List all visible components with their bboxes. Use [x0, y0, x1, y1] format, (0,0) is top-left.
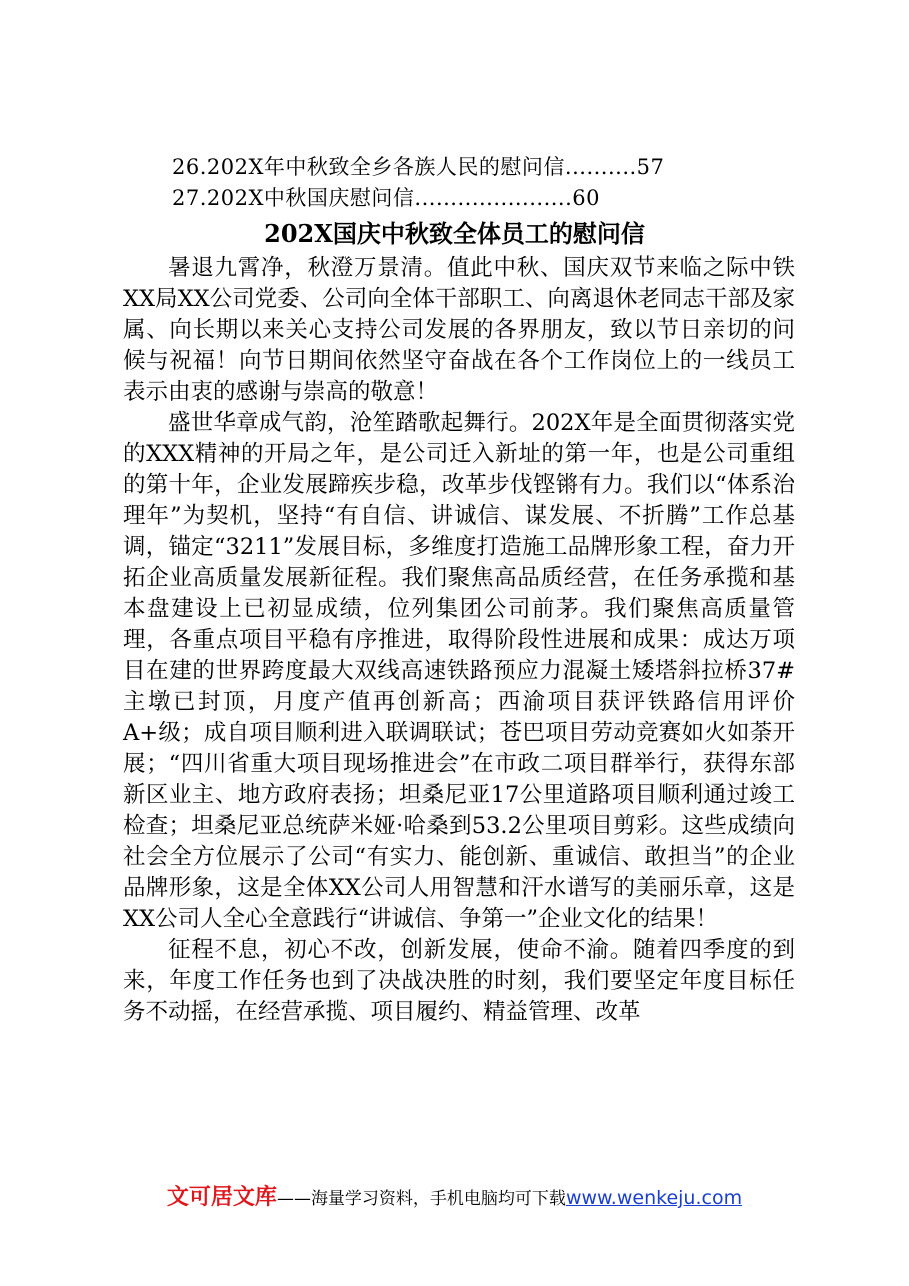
document-body [123, 253, 795, 1028]
footer-tagline: ——海量学习资料，手机电脑均可下载 [276, 1189, 566, 1209]
toc-item-26[interactable]: 26.202X年中秋致全乡各族人民的慰问信..........57 [172, 155, 665, 179]
footer-brand: 文可居文库 [166, 1185, 277, 1210]
table-of-contents [172, 152, 758, 214]
document-title: 202X国庆中秋致全体员工的慰问信 [264, 219, 645, 248]
toc-item-27[interactable]: 27.202X中秋国庆慰问信......................60 [172, 186, 601, 210]
footer-link[interactable]: www.wenkeju.com [565, 1187, 743, 1209]
body-paragraph: 征程不息，初心不改，创新发展，使命不渝。随着四季度的到来，年度工作任务也到了决战决胜的时刻，我们要坚定年度目标任务不动摇，在经营承揽、项目履约、精益管理、改革 [123, 937, 795, 1025]
footer-banner [0, 1180, 909, 1211]
body-paragraph: 盛世华章成气韵，沧笙踏歌起舞行。202X年是全面贯彻落实党的XXX精神的开局之年，是公司迁入新址的第一年，也是公司重组的第十年，企业发展蹄疾步稳，改革步伐铿锵有力。我们以“体系治理年”为契机，坚持“有自信、讲诚信、谋发展、不折腾”工作总基调，锚定“3211”发展目标，多维度打造施工品牌形象工程，奋力开拓企业高质量发展新征程。我们聚焦高品质经营，在任务承揽和基本盘建设上已初显成绩，位列集团公司前茅。我们聚焦高质量管理，各重点项目平稳有序推进，取得阶段性进展和成果：成达万项目在建的世界跨度最大双线高速铁路预应力混凝土矮塔斜拉桥37#主墩已封顶，月度产值再创新高；西渝项目获评铁路信用评价A+级；成自项目顺利进入联调联试；苍巴项目劳动竞赛如火如荼开展；“四川省重大项目现场推进会”在市政二项目群举行，获得东部新区业主、地方政府表扬；坦桑尼亚17公里道路项目顺利通过竣工检查；坦桑尼亚总统萨米娅·哈桑到53.2公里项目剪彩。这些成绩向社会全方位展示了公司“有实力、能创新、重诚信、敢担当”的企业品牌形象，这是全体XX公司人用智慧和汗水谱写的美丽乐章，这是XX公司人全心全意践行“讲诚信、争第一”企业文化的结果！ [123, 410, 795, 932]
body-paragraph: 暑退九霄净，秋澄万景清。值此中秋、国庆双节来临之际中铁XX局XX公司党委、公司向全体干部职工、向离退休老同志干部及家属、向长期以来关心支持公司发展的各界朋友，致以节日亲切的问候与祝福！向节日期间依然坚守奋战在各个工作岗位上的一线员工表示由衷的感谢与崇高的敬意！ [123, 255, 795, 405]
